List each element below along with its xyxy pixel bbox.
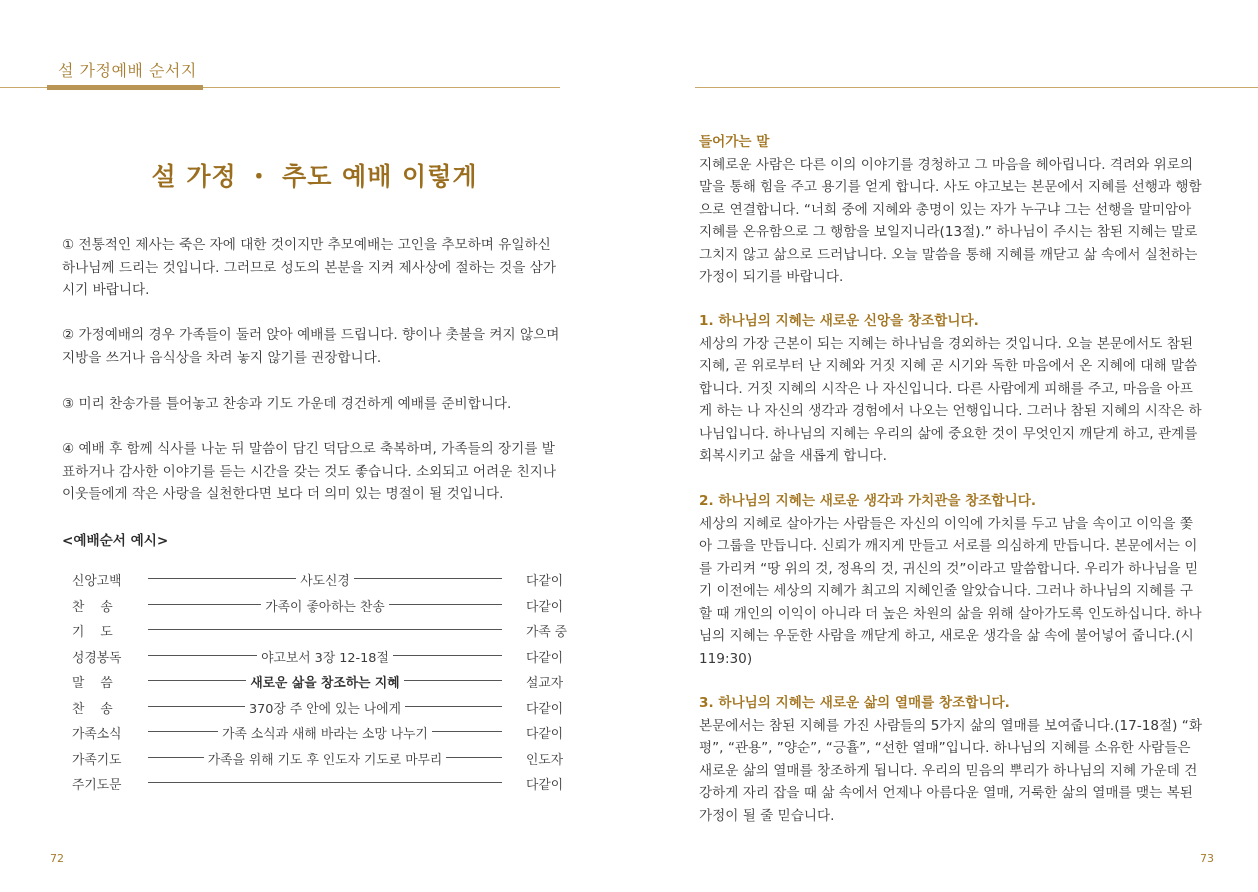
order-row bbox=[72, 566, 572, 592]
order-row bbox=[72, 694, 572, 720]
order-item-label: 찬송 bbox=[72, 701, 129, 717]
order-item-who: 설교자 bbox=[526, 676, 564, 691]
order-row bbox=[72, 719, 572, 745]
section-heading: 2. 하나님의 지혜는 새로운 생각과 가치관을 창조합니다. bbox=[699, 493, 1037, 509]
order-item-desc: 370장 주 안에 있는 나에게 bbox=[148, 698, 502, 717]
order-item-who: 가족 중 bbox=[526, 625, 568, 640]
order-item-desc: 야고보서 3장 12-18절 bbox=[148, 647, 502, 666]
order-item-who: 인도자 bbox=[526, 752, 564, 768]
order-item-label: 가족소식 bbox=[72, 727, 122, 742]
section-text: 본문에서는 참된 지혜를 가진 사람들의 5가지 삶의 열매를 보여줍니다.(17-18절) “화평”, “관용”, ”양순”, “긍휼”, “선한 열매”입니다. 하나님의 지혜를 소유한 사람들은 새로운 삶의 열매를 창조하게 됩니다. 우리의 믿음의 뿌리가 하나님의 지혜 가운데 건강하게 자리 잡을 때 삶 속에서 언제나 아름다운 열매, 거룩한 삶의 열매를 맺는 복된 가정이 될 줄 믿습니다. bbox=[699, 717, 1202, 824]
order-row bbox=[72, 617, 572, 643]
order-row bbox=[72, 668, 572, 694]
header-rule-accent bbox=[47, 85, 203, 90]
section-heading: 3. 하나님의 지혜는 새로운 삶의 열매를 창조합니다. bbox=[699, 695, 1010, 711]
order-leader-line bbox=[148, 629, 502, 630]
order-item-label: 가족기도 bbox=[72, 752, 122, 768]
order-item-label: 성경봉독 bbox=[72, 650, 122, 666]
guideline-paragraph-3: ③ 미리 찬송가를 틀어놓고 찬송과 기도 가운데 경건하게 예배를 준비합니다. bbox=[62, 396, 512, 412]
section-1 bbox=[699, 310, 1203, 468]
order-item-who: 다같이 bbox=[526, 778, 564, 793]
section-text: 세상의 지혜로 살아가는 사람들은 자신의 이익에 가치를 두고 남을 속이고 이익을 쫓아 그룹을 만듭니다. 신뢰가 깨지게 만들고 서로를 의심하게 만듭니다. 본문에서는 이를 가리켜 “땅 위의 것, 정욕의 것, 귀신의 것”이라고 말씀합니다. 우리가 하나님을 믿기 이전에는 세상의 지혜가 최고의 지혜인줄 알았습니다. 그러나 하나님의 지혜를 구할 때 개인의 이익이 아니라 더 높은 차원의 삶을 위해 살아가도록 인도하십니다. 하나님의 지혜는 우둔한 사람을 깨닫게 하고, 새로운 생각을 삶 속에 불어넣어 줍니다.(시119:30) bbox=[699, 515, 1202, 667]
order-item-label: 주기도문 bbox=[72, 778, 122, 793]
order-item-desc: 가족을 위해 기도 후 인도자 기도로 마무리 bbox=[148, 749, 502, 768]
page-title: 설 가정 ・ 추도 예배 이렇게 bbox=[151, 162, 478, 191]
order-item-label: 신앙고백 bbox=[72, 574, 122, 589]
order-item-who: 다같이 bbox=[526, 650, 564, 666]
order-leader-line bbox=[148, 782, 502, 783]
order-row bbox=[72, 592, 572, 618]
section-heading: 들어가는 말 bbox=[699, 134, 770, 150]
section-heading: 1. 하나님의 지혜는 새로운 신앙을 창조합니다. bbox=[699, 313, 979, 329]
page-number: 73 bbox=[1200, 852, 1214, 865]
order-item-label: 말씀 bbox=[72, 676, 129, 691]
guideline-paragraph-1: ① 전통적인 제사는 죽은 자에 대한 것이지만 추모예배는 고인을 추모하며 유일하신 하나님께 드리는 것입니다. 그러므로 성도의 본분을 지켜 제사상에 절하는 것을 삼가시기 바랍니다. bbox=[62, 237, 557, 298]
running-head: 설 가정예배 순서지 bbox=[58, 61, 197, 80]
order-item-who: 다같이 bbox=[526, 574, 564, 589]
header-rule bbox=[695, 87, 1258, 88]
section-text: 세상의 가장 근본이 되는 지혜는 하나님을 경외하는 것입니다. 오늘 본문에서도 참된 지혜, 곧 위로부터 난 지혜와 거짓 지혜 곧 시기와 독한 마음에서 온 지혜에 대해 말씀합니다. 거짓 지혜의 시작은 나 자신입니다. 다른 사람에게 피해를 주고, 마음을 아프게 하는 나 자신의 생각과 경험에서 나오는 언행입니다. 그러나 참된 지혜의 시작은 하나님입니다. 하나님의 지혜는 우리의 삶에 중요한 것이 무엇인지 깨닫게 하고, 관계를 회복시키고 삶을 새롭게 합니다. bbox=[699, 335, 1202, 464]
order-row bbox=[72, 643, 572, 669]
order-item-who: 다같이 bbox=[526, 727, 564, 742]
section-3 bbox=[699, 692, 1203, 827]
worship-order-table bbox=[72, 566, 572, 796]
order-item-desc: 가족이 좋아하는 찬송 bbox=[148, 596, 502, 615]
order-item-desc: 사도신경 bbox=[148, 570, 502, 589]
order-item-desc: 가족 소식과 새해 바라는 소망 나누기 bbox=[148, 723, 502, 742]
worship-order-label: <예배순서 예시> bbox=[62, 533, 169, 549]
guideline-paragraph-4: ④ 예배 후 함께 식사를 나눈 뒤 말씀이 담긴 덕담으로 축복하며, 가족들의 장기를 발표하거나 감사한 이야기를 듣는 시간을 갖는 것도 좋습니다. 소외되고 어려운 친지나 이웃들에게 작은 사랑을 실천한다면 보다 더 의미 있는 명절이 될 것입니다. bbox=[62, 441, 557, 502]
order-item-label: 기도 bbox=[72, 625, 129, 640]
order-item-who: 다같이 bbox=[526, 599, 564, 615]
section-2 bbox=[699, 490, 1203, 670]
page-number: 72 bbox=[50, 852, 64, 865]
section-intro bbox=[699, 131, 1203, 289]
right-page bbox=[629, 0, 1258, 892]
order-row bbox=[72, 745, 572, 771]
order-item-label: 찬송 bbox=[72, 599, 129, 615]
order-row bbox=[72, 770, 572, 796]
order-item-desc: 새로운 삶을 창조하는 지혜 bbox=[148, 672, 502, 691]
order-item-who: 다같이 bbox=[526, 701, 564, 717]
guideline-paragraph-2: ② 가정예배의 경우 가족들이 둘러 앉아 예배를 드립니다. 향이나 촛불을 켜지 않으며 지방을 쓰거나 음식상을 차려 놓지 않기를 권장합니다. bbox=[62, 327, 560, 366]
section-text: 지혜로운 사람은 다른 이의 이야기를 경청하고 그 마음을 헤아립니다. 격려와 위로의 말을 통해 힘을 주고 용기를 얻게 합니다. 사도 야고보는 본문에서 지혜를 선행과 행함으로 연결합니다. “너희 중에 지혜와 총명이 있는 자가 누구냐 그는 선행을 말미암아 지혜를 온유함으로 그 행함을 보일지니라(13절).” 하나님이 주시는 참된 지혜는 말로 그치지 않고 삶으로 드러납니다. 오늘 말씀을 통해 지혜를 깨닫고 삶 속에서 실천하는 가정이 되기를 바랍니다. bbox=[699, 156, 1202, 285]
